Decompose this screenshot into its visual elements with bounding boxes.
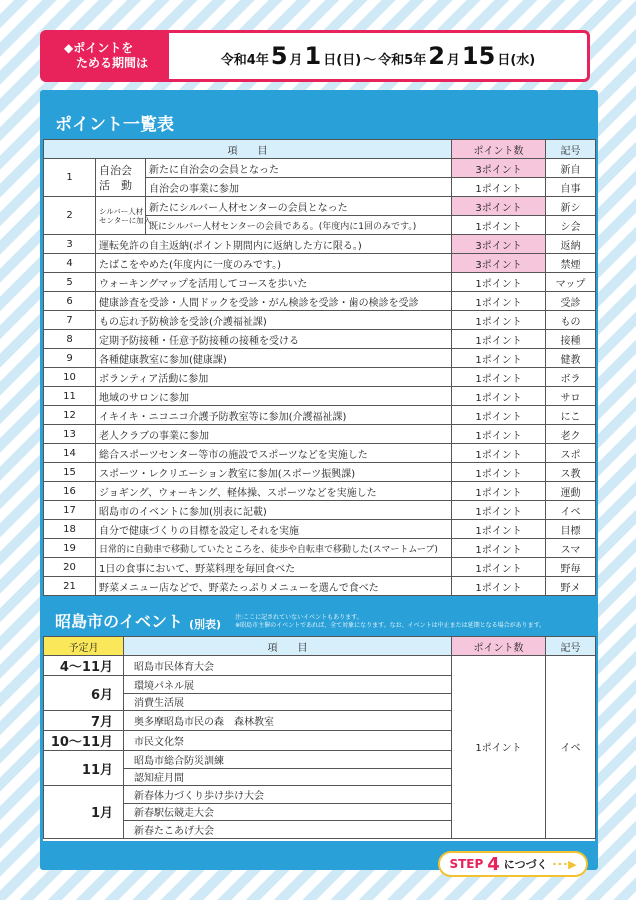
event-month: 6月 xyxy=(44,676,124,711)
table-row xyxy=(44,482,596,501)
main-panel xyxy=(40,90,598,870)
item-text: イキイキ・ニコニコ介護予防教室等に参加(介護福祉課) xyxy=(96,406,452,425)
points-value: 1ポイント xyxy=(452,178,546,197)
event-month: 10〜11月 xyxy=(44,731,124,751)
events-table xyxy=(43,636,596,839)
code-value: スポ xyxy=(546,444,596,463)
events-title-bar xyxy=(43,596,595,636)
table-row xyxy=(44,406,596,425)
item-text: 野菜メニュー店などで、野菜たっぷりメニューを選んで食べた xyxy=(96,577,452,596)
start-era: 令和4年 xyxy=(220,53,269,68)
event-item: 昭島市総合防災訓練 xyxy=(124,751,452,769)
points-table xyxy=(43,139,596,596)
table-row xyxy=(44,558,596,577)
table-row xyxy=(44,159,596,178)
header-item: 項 目 xyxy=(44,140,452,159)
item-text: スポーツ・レクリエーション教室に参加(スポーツ振興課) xyxy=(96,463,452,482)
item-text: 既にシルバー人材センターの会員である。(年度内に1回のみです。) xyxy=(146,216,452,235)
period-dates xyxy=(169,42,587,70)
arrow-right-icon: ･･･▶ xyxy=(551,858,577,871)
code-value: にこ xyxy=(546,406,596,425)
header-item: 項 目 xyxy=(124,637,452,656)
points-value: 3ポイント xyxy=(452,235,546,254)
row-number: 9 xyxy=(44,349,96,368)
code-value: イベ xyxy=(546,501,596,520)
points-value: 1ポイント xyxy=(452,425,546,444)
group-label: 自治会 活 動 xyxy=(96,159,146,197)
events-header-row xyxy=(44,637,596,656)
points-value: 1ポイント xyxy=(452,539,546,558)
points-value: 1ポイント xyxy=(452,558,546,577)
event-points: 1ポイント xyxy=(452,656,546,839)
code-value: 目標 xyxy=(546,520,596,539)
code-value: 新シ xyxy=(546,197,596,216)
table-row xyxy=(44,501,596,520)
code-value: ス教 xyxy=(546,463,596,482)
points-value: 1ポイント xyxy=(452,216,546,235)
points-value: 3ポイント xyxy=(452,159,546,178)
points-value: 1ポイント xyxy=(452,463,546,482)
row-number: 3 xyxy=(44,235,96,254)
points-value: 1ポイント xyxy=(452,330,546,349)
start-month: 5 xyxy=(270,42,288,70)
points-value: 1ポイント xyxy=(452,482,546,501)
item-text: ウォーキングマップを活用してコースを歩いた xyxy=(96,273,452,292)
table-row xyxy=(44,292,596,311)
code-value: 運動 xyxy=(546,482,596,501)
code-value: 野メ xyxy=(546,577,596,596)
period-banner xyxy=(40,30,590,82)
event-month: 1月 xyxy=(44,786,124,839)
row-number: 1 xyxy=(44,159,96,197)
points-value: 1ポイント xyxy=(452,520,546,539)
table-row xyxy=(44,387,596,406)
code-value: 健教 xyxy=(546,349,596,368)
item-text: 運転免許の自主返納(ポイント期間内に返納した方に限る。) xyxy=(96,235,452,254)
item-text: 各種健康教室に参加(健康課) xyxy=(96,349,452,368)
event-item: 新春駅伝競走大会 xyxy=(124,803,452,821)
item-text: 昭島市のイベントに参加(別表に記載) xyxy=(96,501,452,520)
points-value: 1ポイント xyxy=(452,501,546,520)
row-number: 8 xyxy=(44,330,96,349)
table-row xyxy=(44,368,596,387)
item-text: たばこをやめた(年度内に一度のみです。) xyxy=(96,254,452,273)
table-row xyxy=(44,463,596,482)
start-day-unit: 日(日) xyxy=(323,53,362,68)
table-row xyxy=(44,273,596,292)
item-text: 新たに自治会の会員となった xyxy=(146,159,452,178)
table-row xyxy=(44,577,596,596)
code-value: 老ク xyxy=(546,425,596,444)
period-label: ◆ポイントを ためる期間は xyxy=(43,33,169,79)
row-number: 20 xyxy=(44,558,96,577)
code-value: 返納 xyxy=(546,235,596,254)
event-item: 新春たこあげ大会 xyxy=(124,821,452,839)
item-text: もの忘れ予防検診を受診(介護福祉課) xyxy=(96,311,452,330)
item-text: 地域のサロンに参加 xyxy=(96,387,452,406)
item-text: 1日の食事において、野菜料理を毎回食べた xyxy=(96,558,452,577)
row-number: 10 xyxy=(44,368,96,387)
points-value: 3ポイント xyxy=(452,197,546,216)
row-number: 7 xyxy=(44,311,96,330)
row-number: 13 xyxy=(44,425,96,444)
end-day: 15 xyxy=(461,42,496,70)
event-item: 市民文化祭 xyxy=(124,731,452,751)
table-row xyxy=(44,254,596,273)
item-text: 自治会の事業に参加 xyxy=(146,178,452,197)
header-month: 予定月 xyxy=(44,637,124,656)
points-title: ポイント一覧表 xyxy=(43,93,595,139)
code-value: ボラ xyxy=(546,368,596,387)
row-number: 16 xyxy=(44,482,96,501)
header-code: 記号 xyxy=(546,637,596,656)
table-row xyxy=(44,444,596,463)
code-value: マップ xyxy=(546,273,596,292)
code-value: 野毎 xyxy=(546,558,596,577)
points-value: 1ポイント xyxy=(452,349,546,368)
item-text: 新たにシルバー人材センターの会員となった xyxy=(146,197,452,216)
points-value: 1ポイント xyxy=(452,292,546,311)
event-item: 奥多摩昭島市民の森 森林教室 xyxy=(124,711,452,731)
end-month: 2 xyxy=(428,42,445,70)
code-value: もの xyxy=(546,311,596,330)
header-code: 記号 xyxy=(546,140,596,159)
table-row xyxy=(44,311,596,330)
table-row xyxy=(44,330,596,349)
step-label: につづく xyxy=(503,858,548,871)
points-value: 3ポイント xyxy=(452,254,546,273)
events-subtitle: (別表) xyxy=(189,618,222,631)
code-value: サロ xyxy=(546,387,596,406)
group-label: シルバー人材 センターに加入 xyxy=(96,197,146,235)
code-value: スマ xyxy=(546,539,596,558)
header-points: ポイント数 xyxy=(452,637,546,656)
event-month: 7月 xyxy=(44,711,124,731)
table-row xyxy=(44,197,596,216)
event-item: 認知症月間 xyxy=(124,768,452,786)
points-value: 1ポイント xyxy=(452,368,546,387)
row-number: 14 xyxy=(44,444,96,463)
event-item: 環境パネル展 xyxy=(124,676,452,694)
item-text: 定期予防接種・任意予防接種の接種を受ける xyxy=(96,330,452,349)
points-value: 1ポイント xyxy=(452,311,546,330)
table-row xyxy=(44,349,596,368)
table-row xyxy=(44,235,596,254)
row-number: 21 xyxy=(44,577,96,596)
table-row xyxy=(44,520,596,539)
row-number: 17 xyxy=(44,501,96,520)
points-value: 1ポイント xyxy=(452,387,546,406)
row-number: 5 xyxy=(44,273,96,292)
event-item: 消費生活展 xyxy=(124,693,452,711)
code-value: 接種 xyxy=(546,330,596,349)
item-text: 老人クラブの事業に参加 xyxy=(96,425,452,444)
row-number: 15 xyxy=(44,463,96,482)
end-month-unit: 月 xyxy=(446,53,460,68)
step-word: STEP xyxy=(449,857,484,871)
item-text: 健康診査を受診・人間ドックを受診・がん検診を受診・歯の検診を受診 xyxy=(96,292,452,311)
row-number: 6 xyxy=(44,292,96,311)
events-note-2: ※昭島市主催のイベントであれば、全て対象になります。なお、イベントは中止または延期となる場合があります。 xyxy=(235,622,546,629)
end-era: 令和5年 xyxy=(378,53,427,68)
event-month: 11月 xyxy=(44,751,124,786)
end-day-unit: 日(水) xyxy=(497,53,536,68)
row-number: 12 xyxy=(44,406,96,425)
code-value: シ会 xyxy=(546,216,596,235)
events-title: 昭島市のイベント xyxy=(55,612,184,631)
table-row xyxy=(44,425,596,444)
item-text: 総合スポーツセンター等市の施設でスポーツなどを実施した xyxy=(96,444,452,463)
item-text: ジョギング、ウォーキング、軽体操、スポーツなどを実施した xyxy=(96,482,452,501)
start-day: 1 xyxy=(304,42,322,70)
event-item: 昭島市民体育大会 xyxy=(124,656,452,676)
event-month: 4〜11月 xyxy=(44,656,124,676)
row-number: 11 xyxy=(44,387,96,406)
event-item: 新春体力づくり歩け歩け大会 xyxy=(124,786,452,804)
next-step-button[interactable] xyxy=(438,851,588,877)
row-number: 19 xyxy=(44,539,96,558)
period-separator: 〜 xyxy=(363,53,377,68)
points-header-row xyxy=(44,140,596,159)
code-value: 禁煙 xyxy=(546,254,596,273)
code-value: 新自 xyxy=(546,159,596,178)
points-value: 1ポイント xyxy=(452,577,546,596)
points-value: 1ポイント xyxy=(452,406,546,425)
events-notes xyxy=(235,614,545,630)
points-value: 1ポイント xyxy=(452,444,546,463)
item-text: 自分で健康づくりの目標を設定しそれを実施 xyxy=(96,520,452,539)
points-value: 1ポイント xyxy=(452,273,546,292)
code-value: 受診 xyxy=(546,292,596,311)
item-text: ボランティア活動に参加 xyxy=(96,368,452,387)
row-number: 18 xyxy=(44,520,96,539)
code-value: 自事 xyxy=(546,178,596,197)
table-row xyxy=(44,656,596,676)
item-text: 日常的に自動車で移動していたところを、徒歩や自転車で移動した(スマートムーブ) xyxy=(96,539,452,558)
table-row xyxy=(44,539,596,558)
event-code: イベ xyxy=(546,656,596,839)
step-number: 4 xyxy=(487,853,500,875)
row-number: 4 xyxy=(44,254,96,273)
header-points: ポイント数 xyxy=(452,140,546,159)
start-month-unit: 月 xyxy=(289,53,303,68)
events-note-1: 注:ここに記されていないイベントもあります。 xyxy=(235,614,363,621)
row-number: 2 xyxy=(44,197,96,235)
